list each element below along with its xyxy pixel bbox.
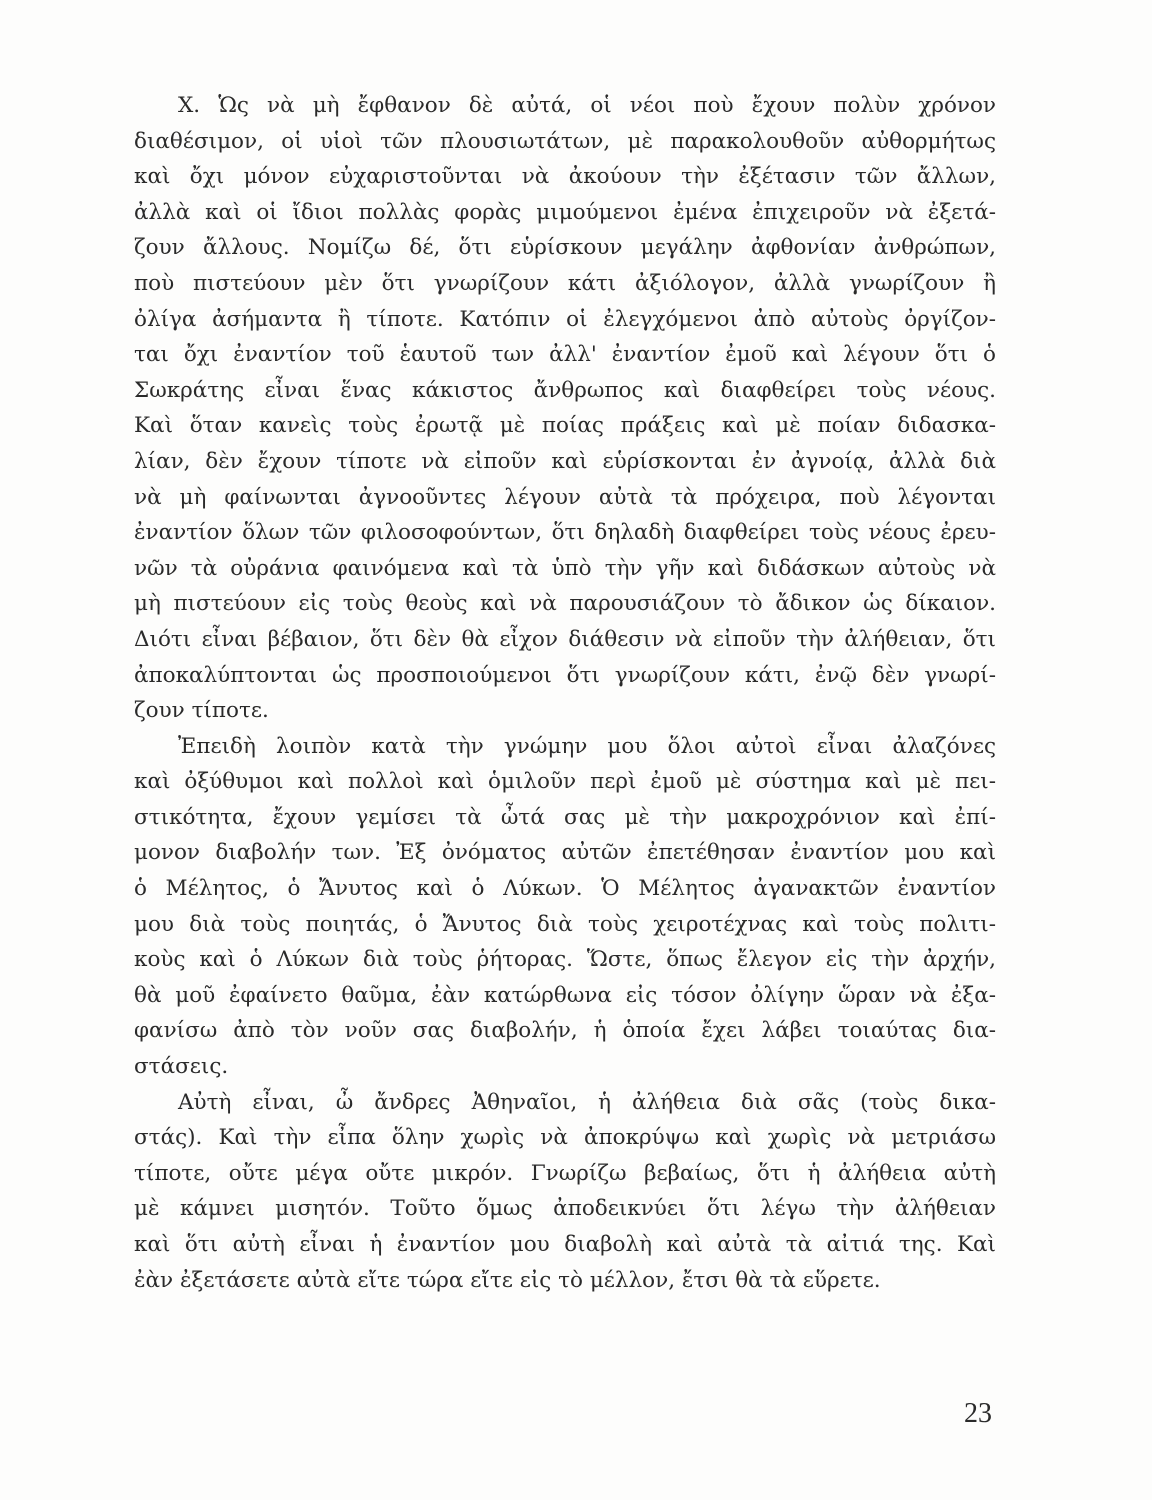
text-line: φανίσω ἀπὸ τὸν νοῦν σας διαβολήν, ἡ ὁποία ἔχει λάβει τοιαύτας δια- — [134, 1018, 996, 1044]
text-line: ζουν ἄλλους. Νομίζω δέ, ὅτι εὑρίσκουν μεγάλην ἀφθονίαν ἀνθρώπων, — [134, 235, 996, 261]
text-line: κοὺς καὶ ὁ Λύκων διὰ τοὺς ῥήτορας. Ὥστε, ὅπως ἔλεγον εἰς τὴν ἀρχήν, — [134, 947, 996, 973]
text-line: Ἐπειδὴ λοιπὸν κατὰ τὴν γνώμην μου ὅλοι αὐτοὶ εἶναι ἀλαζόνες — [178, 733, 996, 759]
text-line: καὶ ὄχι μόνον εὐχαριστοῦνται νὰ ἀκούουν τὴν ἐξέτασιν τῶν ἄλλων, — [134, 164, 996, 190]
text-line: μονον διαβολήν των. Ἐξ ὀνόματος αὐτῶν ἐπετέθησαν ἐναντίον μου καὶ — [134, 840, 996, 866]
text-line: ζουν τίποτε. — [134, 698, 269, 724]
text-line: διαθέσιμον, οἱ υἱοὶ τῶν πλουσιωτάτων, μὲ παρακολουθοῦν αὐθορμήτως — [134, 128, 996, 154]
text-line: Καὶ ὅταν κανεὶς τοὺς ἐρωτᾷ μὲ ποίας πράξεις καὶ μὲ ποίαν διδασκα- — [134, 413, 996, 439]
text-line: ται ὄχι ἐναντίον τοῦ ἑαυτοῦ των ἀλλ' ἐναντίον ἐμοῦ καὶ λέγουν ὅτι ὁ — [134, 342, 996, 368]
text-line: μὴ πιστεύουν εἰς τοὺς θεοὺς καὶ νὰ παρουσιάζουν τὸ ἄδικον ὡς δίκαιον. — [134, 591, 996, 617]
text-line: ποὺ πιστεύουν μὲν ὅτι γνωρίζουν κάτι ἀξιόλογον, ἀλλὰ γνωρίζουν ἢ — [134, 270, 996, 296]
text-line: λίαν, δὲν ἔχουν τίποτε νὰ εἰποῦν καὶ εὑρίσκονται ἐν ἀγνοίᾳ, ἀλλὰ διὰ — [134, 448, 996, 474]
text-line: Χ. Ὡς νὰ μὴ ἔφθανον δὲ αὐτά, οἱ νέοι ποὺ ἔχουν πολὺν χρόνον — [178, 93, 996, 118]
text-line: νῶν τὰ οὐράνια φαινόμενα καὶ τὰ ὑπὸ τὴν γῆν καὶ διδάσκων αὐτοὺς νὰ — [134, 555, 996, 581]
text-line: θὰ μοῦ ἐφαίνετο θαῦμα, ἐὰν κατώρθωνα εἰς τόσον ὀλίγην ὥραν νὰ ἐξα- — [134, 982, 996, 1008]
text-line: ἀποκαλύπτονται ὡς προσποιούμενοι ὅτι γνωρίζουν κάτι, ἐνῷ δὲν γνωρί- — [134, 662, 996, 688]
text-line: στάς). Καὶ τὴν εἶπα ὅλην χωρὶς νὰ ἀποκρύψω καὶ χωρὶς νὰ μετριάσω — [134, 1125, 996, 1151]
text-line: καὶ ὀξύθυμοι καὶ πολλοὶ καὶ ὁμιλοῦν περὶ ἐμοῦ μὲ σύστημα καὶ μὲ πει- — [134, 769, 996, 795]
text-line: ἀλλὰ καὶ οἱ ἴδιοι πολλὰς φορὰς μιμούμενοι ἐμένα ἐπιχειροῦν νὰ ἐξετά- — [134, 199, 996, 225]
text-line: ὀλίγα ἀσήμαντα ἢ τίποτε. Κατόπιν οἱ ἐλεγχόμενοι ἀπὸ αὐτοὺς ὀργίζον- — [134, 306, 996, 332]
text-line: Αὐτὴ εἶναι, ὦ ἄνδρες Ἀθηναῖοι, ἡ ἀλήθεια διὰ σᾶς (τοὺς δικα- — [178, 1089, 996, 1115]
text-line: στάσεις. — [134, 1054, 229, 1080]
text-line: ὁ Μέλητος, ὁ Ἄνυτος καὶ ὁ Λύκων. Ὁ Μέλητος ἀγανακτῶν ἐναντίον — [134, 876, 996, 902]
page-number: 23 — [964, 1398, 992, 1429]
text-line: Διότι εἶναι βέβαιον, ὅτι δὲν θὰ εἶχον διάθεσιν νὰ εἰποῦν τὴν ἀλήθειαν, ὅτι — [134, 626, 996, 652]
text-line: νὰ μὴ φαίνωνται ἀγνοοῦντες λέγουν αὐτὰ τὰ πρόχειρα, ποὺ λέγονται — [134, 484, 996, 510]
text-line: στικότητα, ἔχουν γεμίσει τὰ ὦτά σας μὲ τὴν μακροχρόνιον καὶ ἐπί- — [134, 804, 996, 830]
text-line: ἐναντίον ὅλων τῶν φιλοσοφούντων, ὅτι δηλαδὴ διαφθείρει τοὺς νέους ἐρευ- — [134, 520, 996, 546]
text-line: Σωκράτης εἶναι ἕνας κάκιστος ἄνθρωπος καὶ διαφθείρει τοὺς νέους. — [134, 377, 996, 403]
paragraph — [134, 88, 996, 729]
text-line: μου διὰ τοὺς ποιητάς, ὁ Ἄνυτος διὰ τοὺς χειροτέχνας καὶ τοὺς πολιτι- — [134, 911, 996, 937]
text-line: ἐὰν ἐξετάσετε αὐτὰ εἴτε τώρα εἴτε εἰς τὸ μέλλον, ἔτσι θὰ τὰ εὕρετε. — [134, 1267, 881, 1293]
text-line: τίποτε, οὔτε μέγα οὔτε μικρόν. Γνωρίζω βεβαίως, ὅτι ἡ ἀλήθεια αὐτὴ — [134, 1160, 996, 1186]
text-line: καὶ ὅτι αὐτὴ εἶναι ἡ ἐναντίον μου διαβολὴ καὶ αὐτὰ τὰ αἰτιά της. Καὶ — [134, 1232, 996, 1257]
paragraph — [134, 729, 996, 1085]
body-text — [134, 88, 996, 1298]
paragraph — [134, 1085, 996, 1299]
text-line: μὲ κάμνει μισητόν. Τοῦτο ὅμως ἀποδεικνύει ὅτι λέγω τὴν ἀλήθειαν — [134, 1196, 996, 1222]
